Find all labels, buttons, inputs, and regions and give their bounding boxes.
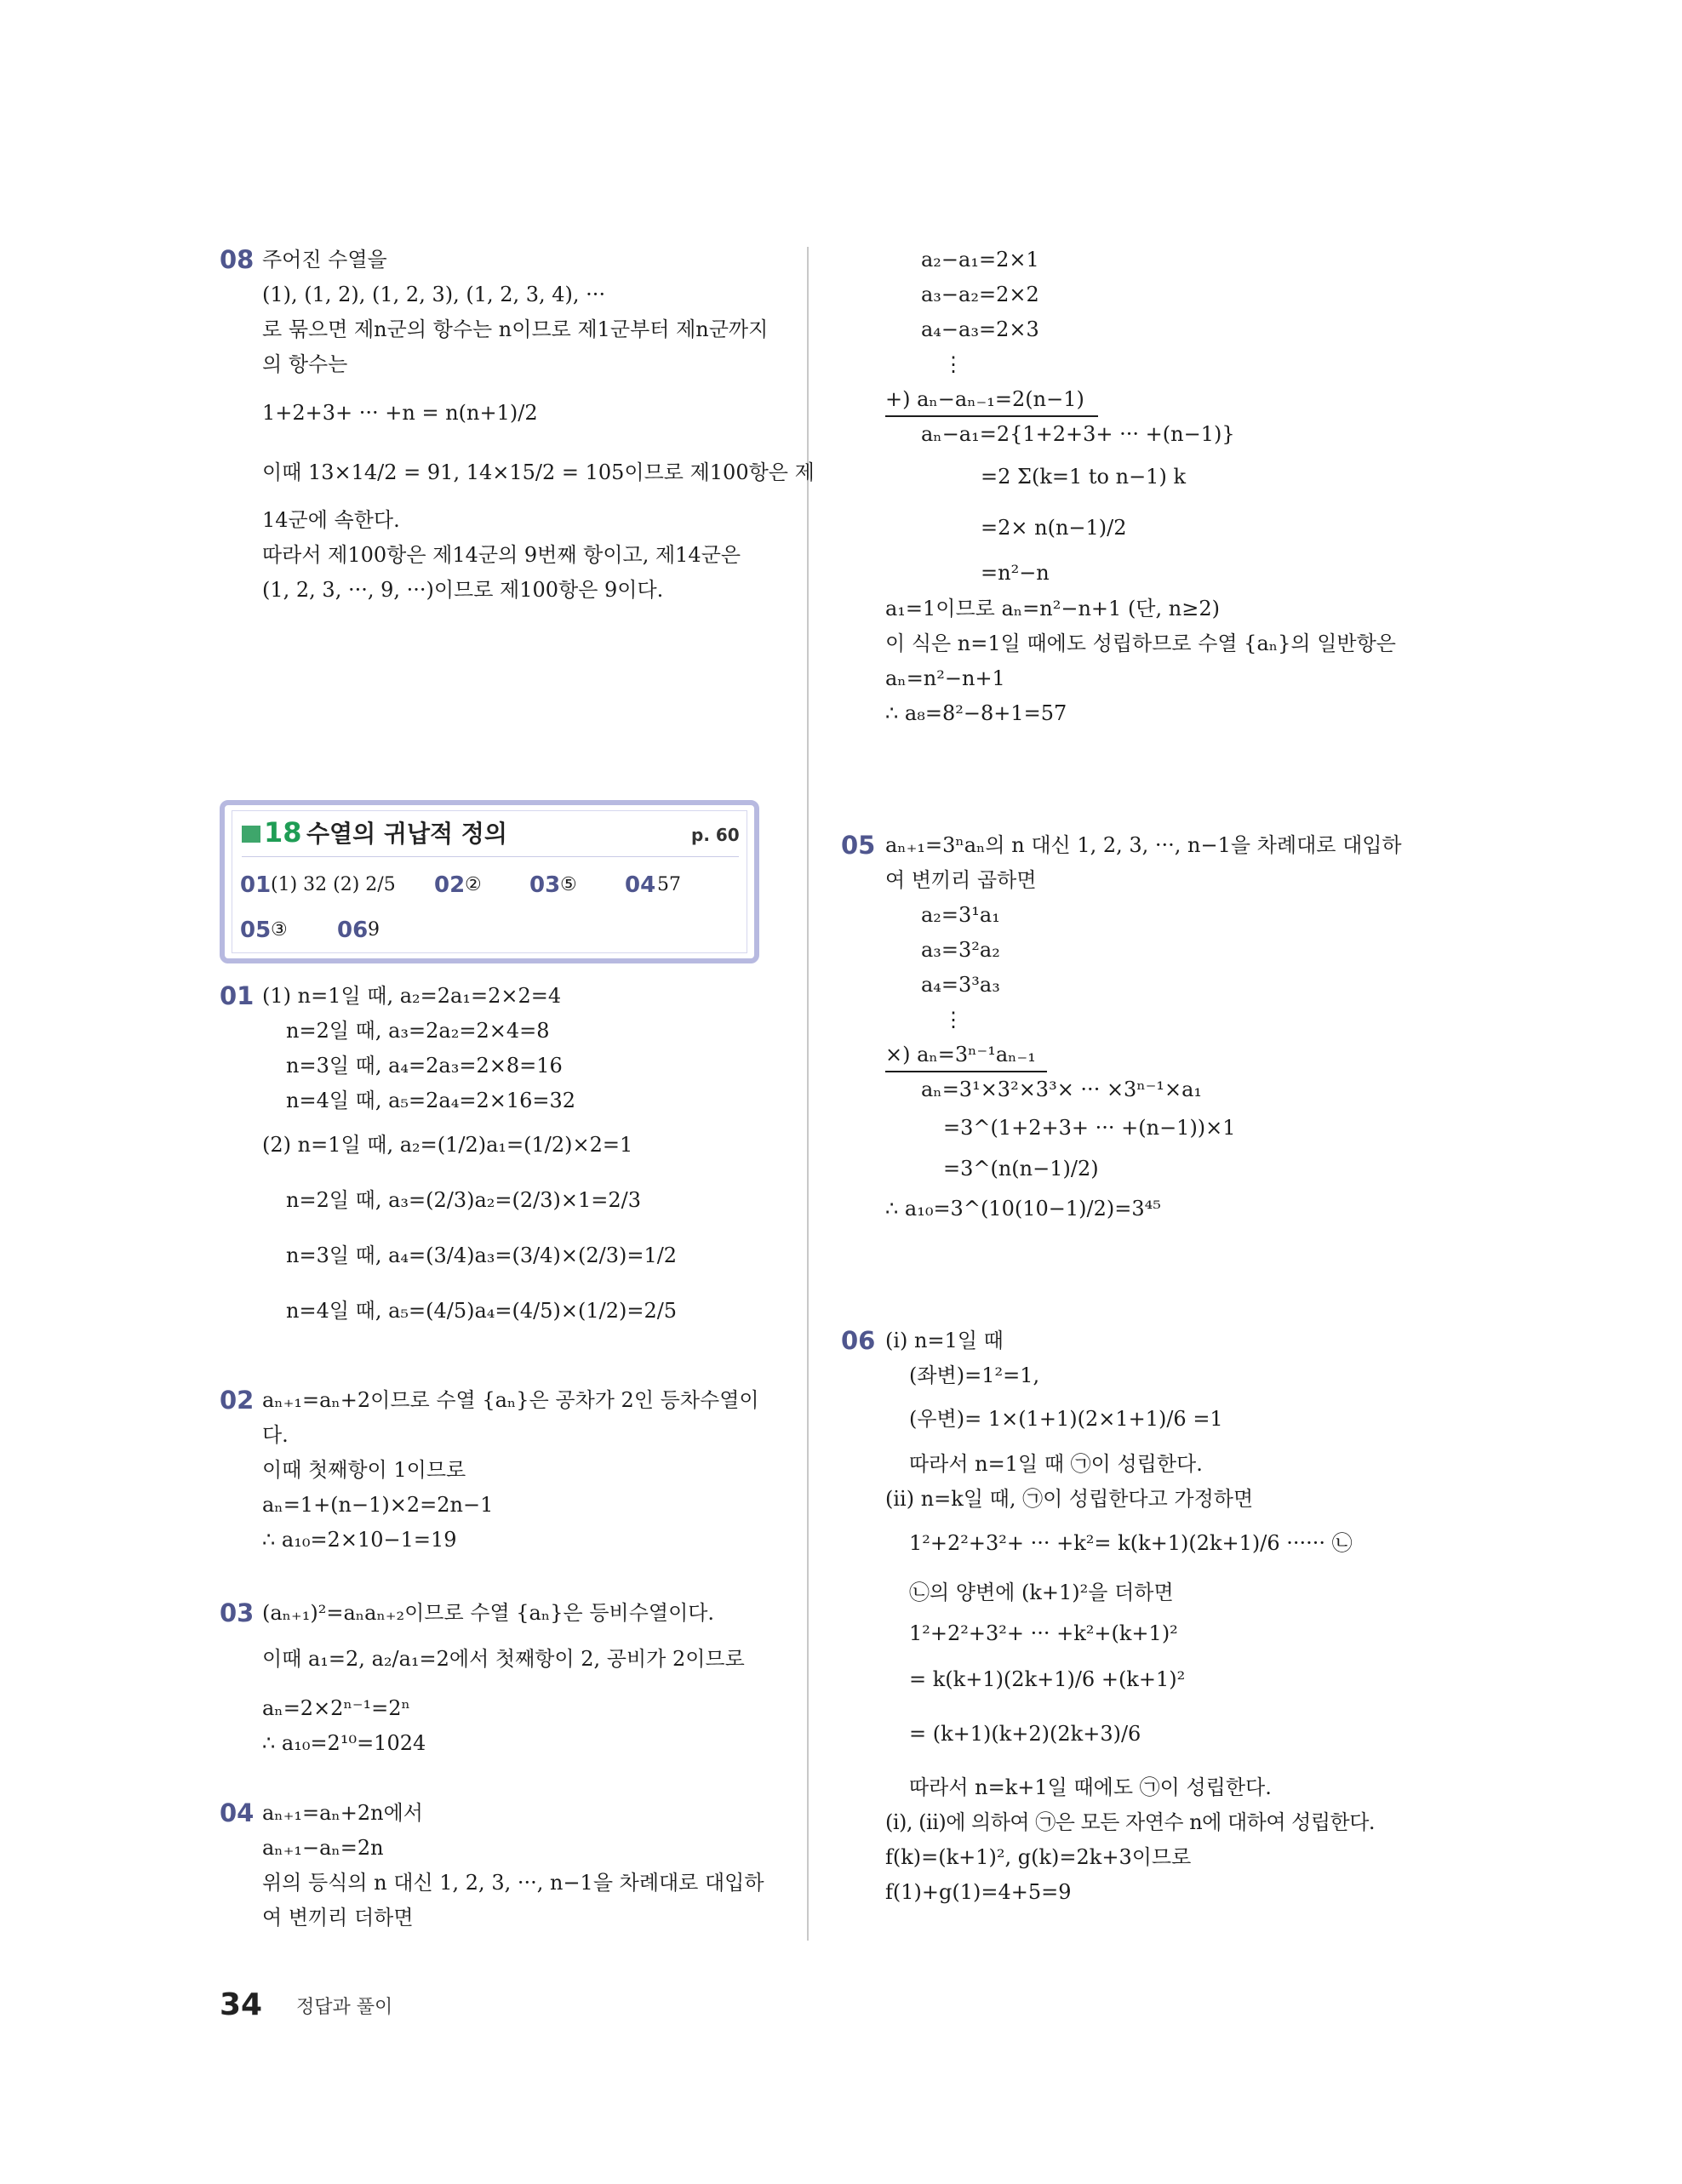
answer-value: ②	[465, 874, 482, 895]
section-number: 18	[264, 816, 302, 849]
formula-line: a₄−a₃=2×3	[921, 317, 1039, 341]
formula-line: a₂=3¹a₁	[921, 903, 1000, 927]
formula-line: n=4일 때, a₅=(4/5)a₄=(4/5)×(1/2)=2/5	[286, 1299, 678, 1323]
formula-line: aₙ₊₁−aₙ=2n	[262, 1836, 384, 1860]
sum-line: +) aₙ−aₙ₋₁=2(n−1)	[885, 387, 1084, 411]
formula-line: (1) n=1일 때, a₂=2a₁=2×2=4	[262, 984, 562, 1008]
formula-line: =2 Σ(k=1 to n−1) k	[981, 465, 1186, 489]
formula-line: a₃−a₂=2×2	[921, 283, 1039, 306]
formula-line: aₙ₊₁=aₙ+2n에서	[262, 1801, 423, 1825]
text-line: a₁=1이므로 aₙ=n²−n+1 (단, n≥2)	[885, 597, 1220, 620]
problem-number-01: 01	[220, 981, 255, 1010]
text-line: 여 변끼리 곱하면	[885, 868, 1037, 892]
formula-line: f(1)+g(1)=4+5=9	[885, 1880, 1072, 1904]
section-title: 수열의 귀납적 정의	[306, 820, 507, 848]
formula-line: f(k)=(k+1)², g(k)=2k+3이므로	[885, 1845, 1192, 1869]
text-line: (i), (ii)에 의하여 ㉠은 모든 자연수 n에 대하여 성립한다.	[885, 1810, 1376, 1834]
formula-line: = k(k+1)(2k+1)/6 +(k+1)²	[909, 1667, 1186, 1691]
text-line: 14군에 속한다.	[262, 508, 400, 532]
problem-number-08: 08	[220, 245, 255, 274]
text-line: 여 변끼리 더하면	[262, 1906, 414, 1930]
formula-line: n=2일 때, a₃=(2/3)a₂=(2/3)×1=2/3	[286, 1188, 641, 1212]
text-line: 의 항수는	[262, 352, 348, 376]
answer-number: 06	[337, 918, 369, 943]
formula-line: aₙ=3¹×3²×3³× ··· ×3ⁿ⁻¹×a₁	[921, 1078, 1203, 1101]
section-rule	[242, 856, 739, 857]
product-rule	[885, 1071, 1047, 1072]
text-line: 이때 첫째항이 1이므로	[262, 1458, 466, 1482]
formula-line: 1²+2²+3²+ ··· +k²= k(k+1)(2k+1)/6 ······ ㉡	[909, 1531, 1353, 1555]
text-line: 따라서 제100항은 제14군의 9번째 항이고, 제14군은	[262, 543, 741, 567]
ellipsis-line: ⋮	[943, 1008, 964, 1032]
text-line: 이때 a₁=2, a₂/a₁=2에서 첫째항이 2, 공비가 2이므로	[262, 1647, 745, 1671]
formula-line: n=3일 때, a₄=2a₃=2×8=16	[286, 1054, 563, 1078]
text-line: (1, 2, 3, ···, 9, ···)이므로 제100항은 9이다.	[262, 578, 664, 602]
formula-line: ∴ a₁₀=2×10−1=19	[262, 1528, 457, 1552]
formula-line: aₙ=2×2ⁿ⁻¹=2ⁿ	[262, 1696, 410, 1720]
formula-line: 1²+2²+3²+ ··· +k²+(k+1)²	[909, 1621, 1178, 1645]
formula-line: a₄=3³a₃	[921, 973, 1000, 997]
formula-line: ∴ a₁₀=3^(10(10−1)/2)=3⁴⁵	[885, 1197, 1161, 1221]
formula-line: n=4일 때, a₅=2a₄=2×16=32	[286, 1089, 576, 1112]
formula-line: aₙ−a₁=2{1+2+3+ ··· +(n−1)}	[921, 422, 1235, 446]
answer-number: 04	[625, 872, 656, 898]
formula-line: n=3일 때, a₄=(3/4)a₃=(3/4)×(2/3)=1/2	[286, 1244, 678, 1267]
answer-value: 9	[368, 919, 380, 940]
formula-line: (우변)= 1×(1+1)(2×1+1)/6 =1	[909, 1407, 1223, 1431]
formula-line: 이때 13×14/2 = 91, 14×15/2 = 105이므로 제100항은 제	[262, 460, 815, 484]
text-line: 로 묶으면 제n군의 항수는 n이므로 제1군부터 제n군까지	[262, 317, 769, 341]
formula-line: =3^(n(n−1)/2)	[943, 1157, 1099, 1181]
formula-line: 1+2+3+ ··· +n = n(n+1)/2	[262, 401, 538, 425]
text-line: (ii) n=k일 때, ㉠이 성립한다고 가정하면	[885, 1487, 1254, 1511]
formula-line: (2) n=1일 때, a₂=(1/2)a₁=(1/2)×2=1	[262, 1133, 633, 1157]
text-line: 위의 등식의 n 대신 1, 2, 3, ···, n−1을 차례대로 대입하	[262, 1871, 764, 1895]
text-line: 따라서 n=k+1일 때에도 ㉠이 성립한다.	[909, 1775, 1272, 1799]
ellipsis-line: ⋮	[943, 352, 964, 376]
problem-number-03: 03	[220, 1598, 255, 1627]
formula-line: =n²−n	[981, 561, 1050, 585]
text-line: aₙ₊₁=3ⁿaₙ의 n 대신 1, 2, 3, ···, n−1을 차례대로 대입하	[885, 833, 1402, 857]
product-line: ×) aₙ=3ⁿ⁻¹aₙ₋₁	[885, 1043, 1036, 1066]
formula-line: aₙ=1+(n−1)×2=2n−1	[262, 1493, 494, 1517]
answer-value: ⑤	[560, 874, 577, 895]
text-line: (i) n=1일 때	[885, 1329, 1004, 1352]
formula-line: = (k+1)(k+2)(2k+3)/6	[909, 1722, 1141, 1746]
answer-number: 01	[240, 872, 272, 898]
answer-number: 02	[434, 872, 466, 898]
answer-number: 05	[240, 918, 272, 943]
formula-line: ∴ a₈=8²−8+1=57	[885, 701, 1067, 725]
text-line: ㉡의 양변에 (k+1)²을 더하면	[909, 1581, 1174, 1604]
text-line: (1), (1, 2), (1, 2, 3), (1, 2, 3, 4), ···	[262, 283, 606, 306]
answer-value: 57	[657, 874, 681, 895]
text-line: 이 식은 n=1일 때에도 성립하므로 수열 {aₙ}의 일반항은	[885, 632, 1396, 655]
text-line: 주어진 수열을	[262, 248, 387, 272]
answer-value: (1) 32 (2) 2/5	[271, 874, 396, 895]
text-line: 다.	[262, 1423, 289, 1447]
formula-line: (좌변)=1²=1,	[909, 1364, 1040, 1387]
problem-number-06: 06	[841, 1326, 876, 1355]
formula-line: aₙ=n²−n+1	[885, 666, 1005, 690]
formula-line: a₃=3²a₂	[921, 938, 1000, 962]
section-page-ref: p. 60	[691, 825, 740, 845]
text-line: (aₙ₊₁)²=aₙaₙ₊₂이므로 수열 {aₙ}은 등비수열이다.	[262, 1601, 715, 1625]
formula-line: n=2일 때, a₃=2a₂=2×4=8	[286, 1019, 550, 1043]
footer-label: 정답과 풀이	[296, 1997, 393, 2018]
problem-number-05: 05	[841, 831, 876, 860]
answer-value: ③	[271, 919, 288, 940]
formula-line: ∴ a₁₀=2¹⁰=1024	[262, 1731, 426, 1755]
text-line: aₙ₊₁=aₙ+2이므로 수열 {aₙ}은 공차가 2인 등차수열이	[262, 1388, 759, 1412]
formula-line: =2× n(n−1)/2	[981, 516, 1127, 540]
text-line: 따라서 n=1일 때 ㉠이 성립한다.	[909, 1452, 1203, 1476]
problem-number-04: 04	[220, 1798, 255, 1827]
section-flag-icon	[242, 826, 260, 843]
answer-number: 03	[529, 872, 561, 898]
column-divider	[807, 247, 809, 1941]
sum-rule	[885, 415, 1098, 417]
page-number: 34	[220, 1987, 263, 2022]
problem-number-02: 02	[220, 1386, 255, 1415]
formula-line: =3^(1+2+3+ ··· +(n−1))×1	[943, 1116, 1236, 1140]
formula-line: a₂−a₁=2×1	[921, 248, 1039, 272]
